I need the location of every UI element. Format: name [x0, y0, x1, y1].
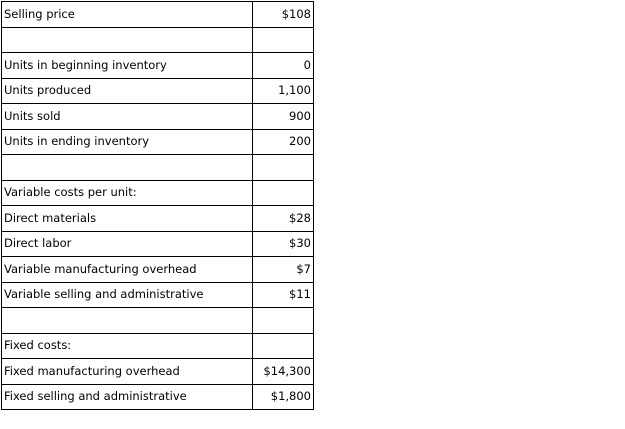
cost-table-body — [2, 2, 314, 410]
row-label: Units in beginning inventory — [2, 53, 253, 79]
row-value: $108 — [253, 2, 314, 28]
row-label: Variable manufacturing overhead — [2, 257, 253, 283]
row-label: Fixed selling and administrative — [2, 384, 253, 410]
row-value: $28 — [253, 206, 314, 232]
row-label: Variable costs per unit: — [2, 180, 253, 206]
table-row — [2, 359, 314, 385]
row-label — [2, 308, 253, 334]
table-row — [2, 180, 314, 206]
row-value: $7 — [253, 257, 314, 283]
row-value — [253, 155, 314, 181]
row-label: Selling price — [2, 2, 253, 28]
table-row — [2, 155, 314, 181]
row-value: $11 — [253, 282, 314, 308]
row-value: $1,800 — [253, 384, 314, 410]
row-label: Fixed manufacturing overhead — [2, 359, 253, 385]
row-label — [2, 155, 253, 181]
table-row — [2, 53, 314, 79]
row-label: Fixed costs: — [2, 333, 253, 359]
row-label: Direct labor — [2, 231, 253, 257]
row-label: Units in ending inventory — [2, 129, 253, 155]
table-row — [2, 78, 314, 104]
row-value: $30 — [253, 231, 314, 257]
table-row — [2, 231, 314, 257]
table-row — [2, 104, 314, 130]
table-row — [2, 206, 314, 232]
table-row — [2, 333, 314, 359]
row-value: 1,100 — [253, 78, 314, 104]
row-value — [253, 27, 314, 53]
row-value: 900 — [253, 104, 314, 130]
row-value: 0 — [253, 53, 314, 79]
table-row — [2, 308, 314, 334]
row-label: Units produced — [2, 78, 253, 104]
table-row — [2, 282, 314, 308]
row-value — [253, 180, 314, 206]
table-row — [2, 384, 314, 410]
row-label — [2, 27, 253, 53]
table-row — [2, 2, 314, 28]
row-value: 200 — [253, 129, 314, 155]
row-label: Variable selling and administrative — [2, 282, 253, 308]
row-value: $14,300 — [253, 359, 314, 385]
row-label: Units sold — [2, 104, 253, 130]
table-row — [2, 129, 314, 155]
table-row — [2, 27, 314, 53]
table-row — [2, 257, 314, 283]
row-label: Direct materials — [2, 206, 253, 232]
row-value — [253, 333, 314, 359]
row-value — [253, 308, 314, 334]
cost-data-table — [1, 1, 314, 410]
